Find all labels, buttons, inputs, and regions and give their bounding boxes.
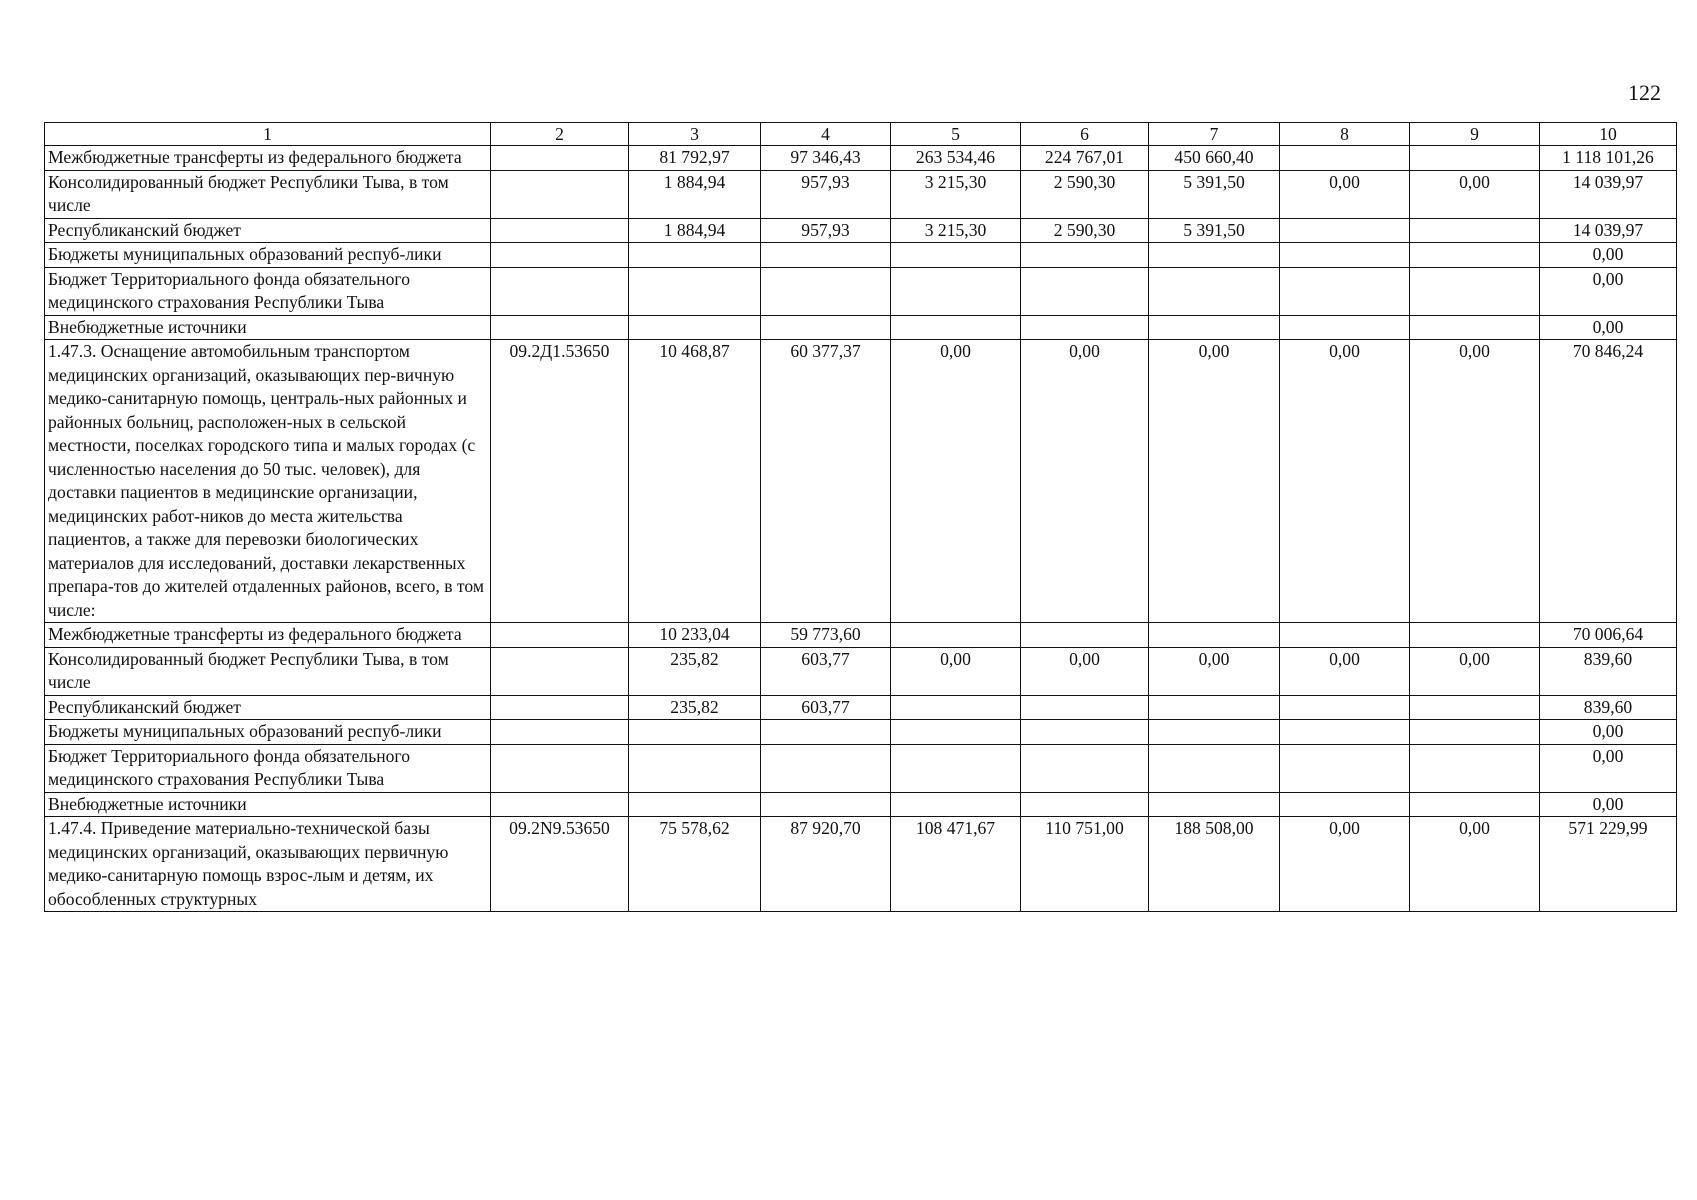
value-cell: 0,00 — [1280, 340, 1410, 623]
row-name-cell: Бюджеты муниципальных образований респуб-лики — [45, 720, 491, 745]
value-cell — [1021, 623, 1149, 648]
row-name-cell: Внебюджетные источники — [45, 792, 491, 817]
value-cell — [1149, 623, 1280, 648]
row-name-cell: Межбюджетные трансферты из федерального бюджета — [45, 623, 491, 648]
value-cell: 0,00 — [1410, 817, 1540, 912]
value-cell — [1021, 792, 1149, 817]
value-cell — [891, 792, 1021, 817]
code-cell — [491, 720, 629, 745]
value-cell: 0,00 — [1280, 170, 1410, 218]
code-cell: 09.2N9.53650 — [491, 817, 629, 912]
value-cell — [1021, 695, 1149, 720]
value-cell: 235,82 — [629, 647, 761, 695]
value-cell — [1410, 720, 1540, 745]
value-cell: 3 215,30 — [891, 170, 1021, 218]
code-cell — [491, 170, 629, 218]
code-cell — [491, 315, 629, 340]
code-cell — [491, 647, 629, 695]
value-cell — [1280, 218, 1410, 243]
row-name-cell: Межбюджетные трансферты из федерального бюджета — [45, 146, 491, 171]
value-cell — [1410, 792, 1540, 817]
column-number-row — [45, 123, 1677, 146]
table-row — [45, 623, 1677, 648]
value-cell: 60 377,37 — [761, 340, 891, 623]
value-cell — [891, 315, 1021, 340]
column-header: 10 — [1540, 123, 1677, 146]
value-cell — [891, 267, 1021, 315]
value-cell — [761, 744, 891, 792]
value-cell — [1021, 744, 1149, 792]
value-cell: 70 006,64 — [1540, 623, 1677, 648]
value-cell: 0,00 — [891, 340, 1021, 623]
value-cell — [1149, 720, 1280, 745]
code-cell — [491, 744, 629, 792]
value-cell: 97 346,43 — [761, 146, 891, 171]
value-cell: 0,00 — [1540, 720, 1677, 745]
value-cell — [1410, 623, 1540, 648]
value-cell: 70 846,24 — [1540, 340, 1677, 623]
code-cell — [491, 267, 629, 315]
value-cell: 0,00 — [1021, 647, 1149, 695]
value-cell — [761, 315, 891, 340]
table-row — [45, 792, 1677, 817]
value-cell: 14 039,97 — [1540, 218, 1677, 243]
value-cell — [1149, 695, 1280, 720]
value-cell — [1280, 267, 1410, 315]
value-cell: 87 920,70 — [761, 817, 891, 912]
value-cell — [629, 243, 761, 268]
value-cell — [1149, 744, 1280, 792]
value-cell — [761, 243, 891, 268]
value-cell — [1280, 792, 1410, 817]
value-cell — [1410, 146, 1540, 171]
table-row — [45, 817, 1677, 912]
value-cell — [1149, 243, 1280, 268]
value-cell — [629, 720, 761, 745]
table-row — [45, 647, 1677, 695]
table-row — [45, 146, 1677, 171]
value-cell: 59 773,60 — [761, 623, 891, 648]
value-cell — [761, 792, 891, 817]
value-cell: 235,82 — [629, 695, 761, 720]
value-cell: 0,00 — [1021, 340, 1149, 623]
value-cell — [891, 623, 1021, 648]
value-cell — [1280, 695, 1410, 720]
table-row — [45, 267, 1677, 315]
column-header: 2 — [491, 123, 629, 146]
value-cell: 1 884,94 — [629, 170, 761, 218]
value-cell: 571 229,99 — [1540, 817, 1677, 912]
value-cell: 224 767,01 — [1021, 146, 1149, 171]
value-cell — [1280, 623, 1410, 648]
table-row — [45, 170, 1677, 218]
row-name-cell: Бюджеты муниципальных образований респуб-лики — [45, 243, 491, 268]
value-cell — [761, 720, 891, 745]
value-cell — [761, 267, 891, 315]
value-cell: 0,00 — [1280, 817, 1410, 912]
code-cell — [491, 218, 629, 243]
row-name-cell: Бюджет Территориального фонда обязательного медицинского страхования Республики Тыва — [45, 744, 491, 792]
value-cell: 188 508,00 — [1149, 817, 1280, 912]
column-header: 9 — [1410, 123, 1540, 146]
value-cell: 10 233,04 — [629, 623, 761, 648]
value-cell — [1410, 267, 1540, 315]
value-cell — [629, 744, 761, 792]
value-cell: 957,93 — [761, 170, 891, 218]
column-header: 1 — [45, 123, 491, 146]
value-cell — [1410, 243, 1540, 268]
table-row — [45, 218, 1677, 243]
code-cell — [491, 243, 629, 268]
table-body — [45, 146, 1677, 912]
code-cell — [491, 623, 629, 648]
row-name-cell: Бюджет Территориального фонда обязательного медицинского страхования Республики Тыва — [45, 267, 491, 315]
value-cell — [891, 243, 1021, 268]
value-cell — [1021, 267, 1149, 315]
value-cell — [1410, 695, 1540, 720]
column-header: 6 — [1021, 123, 1149, 146]
value-cell: 10 468,87 — [629, 340, 761, 623]
value-cell: 839,60 — [1540, 695, 1677, 720]
table-row — [45, 243, 1677, 268]
value-cell — [891, 720, 1021, 745]
column-header: 3 — [629, 123, 761, 146]
value-cell: 0,00 — [1410, 340, 1540, 623]
value-cell — [1149, 267, 1280, 315]
value-cell: 75 578,62 — [629, 817, 761, 912]
row-name-cell: Консолидированный бюджет Республики Тыва, в том числе — [45, 170, 491, 218]
row-name-cell: 1.47.3. Оснащение автомобильным транспортом медицинских организаций, оказывающих пер-вичную медико-санитарную помощь, централь-ных районных и районных больниц, расположен-ных в сельской местности, поселках городского типа и малых городах (с численностью населения до 50 тыс. человек), для доставки пациентов в медицинские организации, медицинских работ-ников до места жительства пациентов, а также для перевозки биологических материалов для исследований, доставки лекарственных препара-тов до жителей отдаленных районов, всего, в том числе: — [45, 340, 491, 623]
row-name-cell: Республиканский бюджет — [45, 218, 491, 243]
row-name-cell: Республиканский бюджет — [45, 695, 491, 720]
value-cell — [1280, 720, 1410, 745]
value-cell — [1410, 218, 1540, 243]
value-cell — [1021, 720, 1149, 745]
value-cell: 5 391,50 — [1149, 218, 1280, 243]
value-cell: 839,60 — [1540, 647, 1677, 695]
column-header: 7 — [1149, 123, 1280, 146]
value-cell: 603,77 — [761, 647, 891, 695]
table-row — [45, 695, 1677, 720]
value-cell: 81 792,97 — [629, 146, 761, 171]
value-cell: 0,00 — [1540, 267, 1677, 315]
value-cell: 450 660,40 — [1149, 146, 1280, 171]
page-number: 122 — [1628, 80, 1661, 105]
value-cell: 0,00 — [1540, 744, 1677, 792]
value-cell — [1280, 315, 1410, 340]
value-cell — [1021, 243, 1149, 268]
value-cell — [629, 267, 761, 315]
value-cell: 0,00 — [1149, 647, 1280, 695]
column-header: 5 — [891, 123, 1021, 146]
value-cell — [1410, 315, 1540, 340]
value-cell — [1021, 315, 1149, 340]
value-cell: 0,00 — [1280, 647, 1410, 695]
value-cell — [1410, 744, 1540, 792]
value-cell: 0,00 — [1410, 170, 1540, 218]
value-cell: 14 039,97 — [1540, 170, 1677, 218]
code-cell: 09.2Д1.53650 — [491, 340, 629, 623]
value-cell: 1 118 101,26 — [1540, 146, 1677, 171]
value-cell: 603,77 — [761, 695, 891, 720]
value-cell — [1280, 243, 1410, 268]
value-cell: 1 884,94 — [629, 218, 761, 243]
value-cell — [1149, 792, 1280, 817]
row-name-cell: Внебюджетные источники — [45, 315, 491, 340]
value-cell: 2 590,30 — [1021, 218, 1149, 243]
value-cell: 0,00 — [1540, 243, 1677, 268]
value-cell — [1280, 146, 1410, 171]
column-header: 4 — [761, 123, 891, 146]
value-cell: 108 471,67 — [891, 817, 1021, 912]
budget-table — [44, 122, 1677, 912]
table-row — [45, 720, 1677, 745]
table-row — [45, 315, 1677, 340]
value-cell: 263 534,46 — [891, 146, 1021, 171]
code-cell — [491, 792, 629, 817]
row-name-cell: Консолидированный бюджет Республики Тыва, в том числе — [45, 647, 491, 695]
value-cell: 0,00 — [891, 647, 1021, 695]
value-cell: 0,00 — [1410, 647, 1540, 695]
code-cell — [491, 695, 629, 720]
value-cell: 3 215,30 — [891, 218, 1021, 243]
value-cell: 5 391,50 — [1149, 170, 1280, 218]
value-cell: 0,00 — [1540, 792, 1677, 817]
value-cell — [891, 744, 1021, 792]
value-cell — [629, 315, 761, 340]
value-cell — [891, 695, 1021, 720]
table-row — [45, 744, 1677, 792]
value-cell: 110 751,00 — [1021, 817, 1149, 912]
value-cell — [1280, 744, 1410, 792]
value-cell: 2 590,30 — [1021, 170, 1149, 218]
value-cell: 0,00 — [1540, 315, 1677, 340]
value-cell: 957,93 — [761, 218, 891, 243]
code-cell — [491, 146, 629, 171]
value-cell — [629, 792, 761, 817]
value-cell — [1149, 315, 1280, 340]
value-cell: 0,00 — [1149, 340, 1280, 623]
column-header: 8 — [1280, 123, 1410, 146]
table-row — [45, 340, 1677, 623]
row-name-cell: 1.47.4. Приведение материально-технической базы медицинских организаций, оказывающих первичную медико-санитарную помощь взрос-лым и детям, их обособленных структурных — [45, 817, 491, 912]
